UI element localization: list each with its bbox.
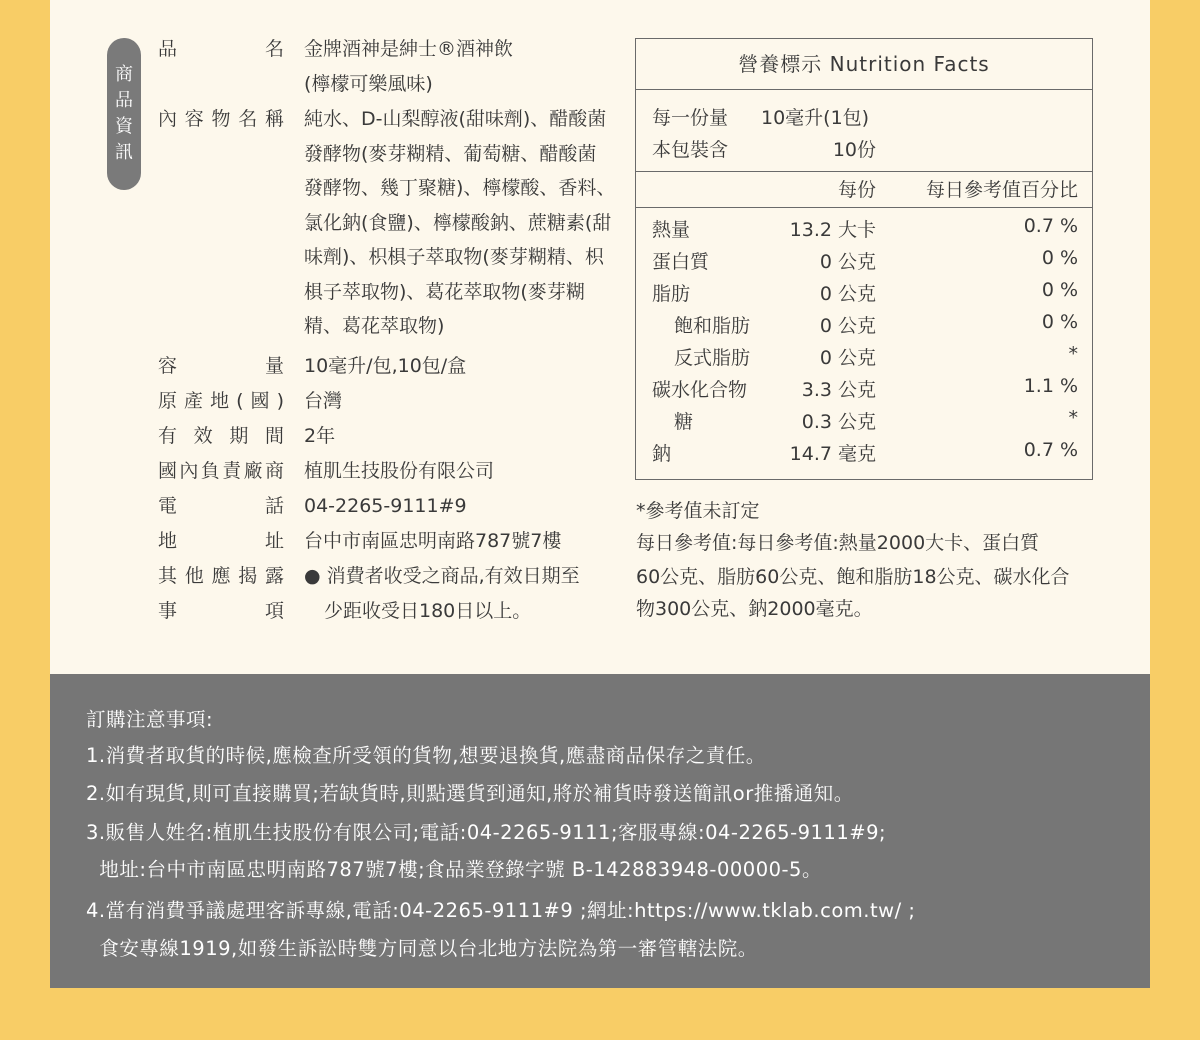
nutrient-dv: 0.7 % xyxy=(1023,215,1078,237)
nutrient-dv: 0 % xyxy=(1041,279,1078,301)
nutrient-dv: 0 % xyxy=(1041,311,1078,333)
value-other-disclosure: ● 消費者收受之商品,有效日期至 xyxy=(304,565,580,587)
package-value: 10份 xyxy=(832,139,876,161)
label-origin: 原產地(國) xyxy=(158,390,284,412)
nutrient-amount: 0 公克 xyxy=(819,283,876,305)
col-per-serving: 每份 xyxy=(837,179,876,201)
serving-value: 10毫升(1包) xyxy=(761,107,870,129)
divider xyxy=(636,171,1092,172)
value-shelf-life: 2年 xyxy=(304,425,336,447)
product-info-tag-text: 商品資訊 xyxy=(115,64,133,163)
ingredients-line: 精、葛花萃取物) xyxy=(304,315,445,337)
ingredients-line: 純水、D-山梨醇液(甜味劑)、醋酸菌 xyxy=(304,108,607,130)
order-notes-box xyxy=(50,674,1150,988)
nutrient-name: 碳水化合物 xyxy=(652,379,748,401)
nutrient-amount: 0 公克 xyxy=(819,251,876,273)
value-name-line: 金牌酒神是紳士®酒神飲 xyxy=(304,38,514,60)
value-origin: 台灣 xyxy=(304,390,343,412)
package-label: 本包裝含 xyxy=(652,139,729,161)
ingredients-line: 味劑)、枳椇子萃取物(麥芽糊精、枳 xyxy=(304,246,604,268)
nutrient-dv: 0 % xyxy=(1041,247,1078,269)
nutrient-amount: 0.3 公克 xyxy=(801,411,876,433)
nutrient-name: 脂肪 xyxy=(652,283,691,305)
nutrient-amount: 3.3 公克 xyxy=(801,379,876,401)
value-name xyxy=(304,32,622,101)
label-volume: 容量 xyxy=(158,355,284,377)
nutrient-name: 糖 xyxy=(674,411,694,433)
nutrient-amount: 14.7 毫克 xyxy=(789,443,876,465)
value-name-line: (檸檬可樂風味) xyxy=(304,72,433,95)
order-note-line: 3.販售人姓名:植肌生技股份有限公司;電話:04-2265-9111;客服專線:04-2265-9111#9; xyxy=(86,821,887,844)
value-ingredients xyxy=(304,102,622,344)
nutrition-title: 營養標示 Nutrition Facts xyxy=(636,39,1092,90)
value-address: 台中市南區忠明南路787號7樓 xyxy=(304,530,562,552)
col-daily-value: 每日參考值百分比 xyxy=(925,179,1078,201)
reference-line: 物300公克、鈉2000毫克。 xyxy=(636,598,873,620)
label-name: 品名 xyxy=(158,38,284,60)
label-manufacturer: 國內負責廠商 xyxy=(158,460,284,482)
label-phone: 電話 xyxy=(158,495,284,517)
label-address: 地址 xyxy=(158,530,284,552)
nutrition-facts-table xyxy=(635,38,1093,480)
nutrient-dv: 1.1 % xyxy=(1023,375,1078,397)
label-ingredients: 內容物名稱 xyxy=(158,108,284,130)
ingredients-line: 發酵物、幾丁聚糖)、檸檬酸、香料、 xyxy=(304,177,616,199)
label-shelf-life: 有效期間 xyxy=(158,425,284,447)
order-note-line: 1.消費者取貨的時候,應檢查所受領的貨物,想要退換貨,應盡商品保存之責任。 xyxy=(86,744,766,767)
ingredients-line: 氯化鈉(食鹽)、檸檬酸鈉、蔗糖素(甜 xyxy=(304,211,612,234)
nutrient-dv: * xyxy=(1068,407,1078,429)
divider xyxy=(636,207,1092,208)
nutrient-dv: 0.7 % xyxy=(1023,439,1078,461)
order-note-line: 食安專線1919,如發生訴訟時雙方同意以台北地方法院為第一審管轄法院。 xyxy=(86,937,758,960)
ingredients-line: 發酵物(麥芽糊精、葡萄糖、醋酸菌 xyxy=(304,142,597,165)
order-note-line: 4.當有消費爭議處理客訴專線,電話:04-2265-9111#9 ;網址:https://www.tklab.com.tw/ ; xyxy=(86,899,916,922)
nutrient-name: 反式脂肪 xyxy=(674,347,751,369)
nutrient-name: 蛋白質 xyxy=(652,251,710,273)
nutrient-name: 飽和脂肪 xyxy=(674,315,751,337)
value-manufacturer: 植肌生技股份有限公司 xyxy=(304,460,495,482)
product-info-tag xyxy=(107,38,141,190)
nutrient-amount: 0 公克 xyxy=(819,347,876,369)
nutrient-amount: 13.2 大卡 xyxy=(789,219,876,241)
serving-label: 每一份量 xyxy=(652,107,729,129)
ingredients-line: 椇子萃取物)、葛花萃取物(麥芽糊 xyxy=(304,280,585,303)
reference-line: 每日參考值:每日參考值:熱量2000大卡、蛋白質 xyxy=(636,532,1040,554)
reference-line: 60公克、脂肪60公克、飽和脂肪18公克、碳水化合 xyxy=(636,566,1070,588)
nutrient-amount: 0 公克 xyxy=(819,315,876,337)
nutrient-name: 鈉 xyxy=(652,443,672,465)
label-other-disclosure: 其他應揭露 xyxy=(158,565,284,587)
value-phone: 04-2265-9111#9 xyxy=(304,495,467,517)
value-matters: 少距收受日180日以上。 xyxy=(324,600,532,622)
value-volume: 10毫升/包,10包/盒 xyxy=(304,355,467,377)
nutrient-name: 熱量 xyxy=(652,219,691,241)
order-note-line: 地址:台中市南區忠明南路787號7樓;食品業登錄字號 B-142883948-00000-5。 xyxy=(86,858,822,881)
order-notes-heading: 訂購注意事項: xyxy=(86,708,214,731)
footnote: *參考值未訂定 xyxy=(636,500,760,522)
nutrient-dv: * xyxy=(1068,343,1078,365)
order-note-line: 2.如有現貨,則可直接購買;若缺貨時,則點選貨到通知,將於補貨時發送簡訊or推播通知。 xyxy=(86,782,854,805)
label-matters: 事項 xyxy=(158,600,284,622)
